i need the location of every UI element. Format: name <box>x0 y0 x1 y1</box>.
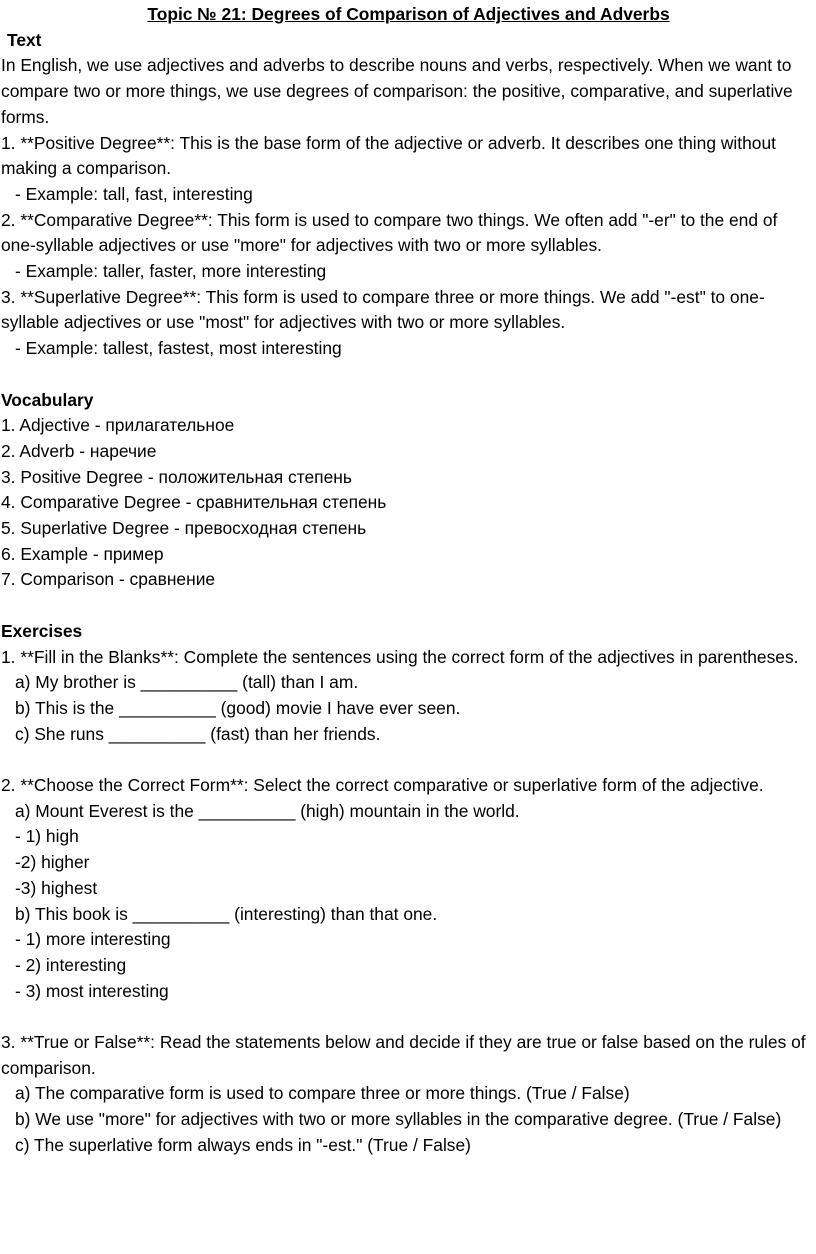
exercise-1-item: c) She runs __________ (fast) than her friends. <box>15 723 381 744</box>
point-comparative: 2. **Comparative Degree**: This form is used to compare two things. We often add "-er" to the end of one-syllable adjectives or use "more" for adjectives with two or more syllables. <box>1 209 778 256</box>
exercises-heading: Exercises <box>1 620 83 641</box>
exercise-2b-option: - 3) most interesting <box>15 980 169 1001</box>
exercise-1-instruction: 1. **Fill in the Blanks**: Complete the sentences using the correct form of the adjectives in parentheses. <box>1 646 799 667</box>
exercise-2b-option: - 2) interesting <box>15 954 127 975</box>
vocabulary-heading: Vocabulary <box>1 389 94 410</box>
exercise-3-item: c) The superlative form always ends in "-est." (True / False) <box>15 1134 471 1155</box>
vocab-item: 5. Superlative Degree - превосходная степень <box>1 518 367 539</box>
exercise-3-item: b) We use "more" for adjectives with two or more syllables in the comparative degree. (True / False) <box>15 1109 782 1130</box>
point-positive: 1. **Positive Degree**: This is the base form of the adjective or adverb. It describes one thing without making a comparison. <box>1 132 776 179</box>
point-superlative-example: - Example: tallest, fastest, most interesting <box>15 338 342 359</box>
spacer <box>1 593 816 619</box>
exercise-2a-option: - 1) high <box>15 826 79 847</box>
vocab-item: 4. Comparative Degree - сравнительная степень <box>1 492 387 513</box>
exercise-3-instruction: 3. **True or False**: Read the statements below and decide if they are true or false based on the rules of comparison. <box>1 1032 806 1078</box>
vocab-item: 3. Positive Degree - положительная степень <box>1 466 352 487</box>
vocab-item: 7. Comparison - сравнение <box>1 569 216 590</box>
spacer <box>1 747 816 773</box>
spacer <box>1 1004 816 1030</box>
point-comparative-example: - Example: taller, faster, more interesting <box>15 261 327 282</box>
exercise-2a-option: -3) highest <box>15 877 98 898</box>
spacer <box>1 362 816 388</box>
vocab-item: 6. Example - пример <box>1 543 164 564</box>
exercise-2a-option: -2) higher <box>15 852 90 873</box>
text-intro: In English, we use adjectives and adverbs to describe nouns and verbs, respectively. When we want to compare two or more things, we use degrees of comparison: the positive, comparative, and superlative forms. <box>1 55 793 127</box>
page-title: Topic № 21: Degrees of Comparison of Adjectives and Adverbs <box>147 4 670 24</box>
point-positive-example: - Example: tall, fast, interesting <box>15 183 253 204</box>
exercise-2b-option: - 1) more interesting <box>15 929 171 950</box>
exercise-2b-question: b) This book is __________ (interesting) than that one. <box>15 903 438 924</box>
vocab-item: 2. Adverb - наречие <box>1 440 157 461</box>
vocab-item: 1. Adjective - прилагательное <box>1 415 235 436</box>
exercise-2a-question: a) Mount Everest is the __________ (high) mountain in the world. <box>15 800 520 821</box>
exercise-1-item: b) This is the __________ (good) movie I have ever seen. <box>15 697 461 718</box>
exercise-3-item: a) The comparative form is used to compare three or more things. (True / False) <box>15 1083 630 1104</box>
exercise-2-instruction: 2. **Choose the Correct Form**: Select the correct comparative or superlative form of the adjective. <box>1 775 764 796</box>
text-heading: Text <box>7 29 42 50</box>
exercise-1-item: a) My brother is __________ (tall) than I am. <box>15 672 359 693</box>
point-superlative: 3. **Superlative Degree**: This form is used to compare three or more things. We add "-est" to one-syllable adjectives or use "most" for adjectives with two or more syllables. <box>1 286 765 333</box>
